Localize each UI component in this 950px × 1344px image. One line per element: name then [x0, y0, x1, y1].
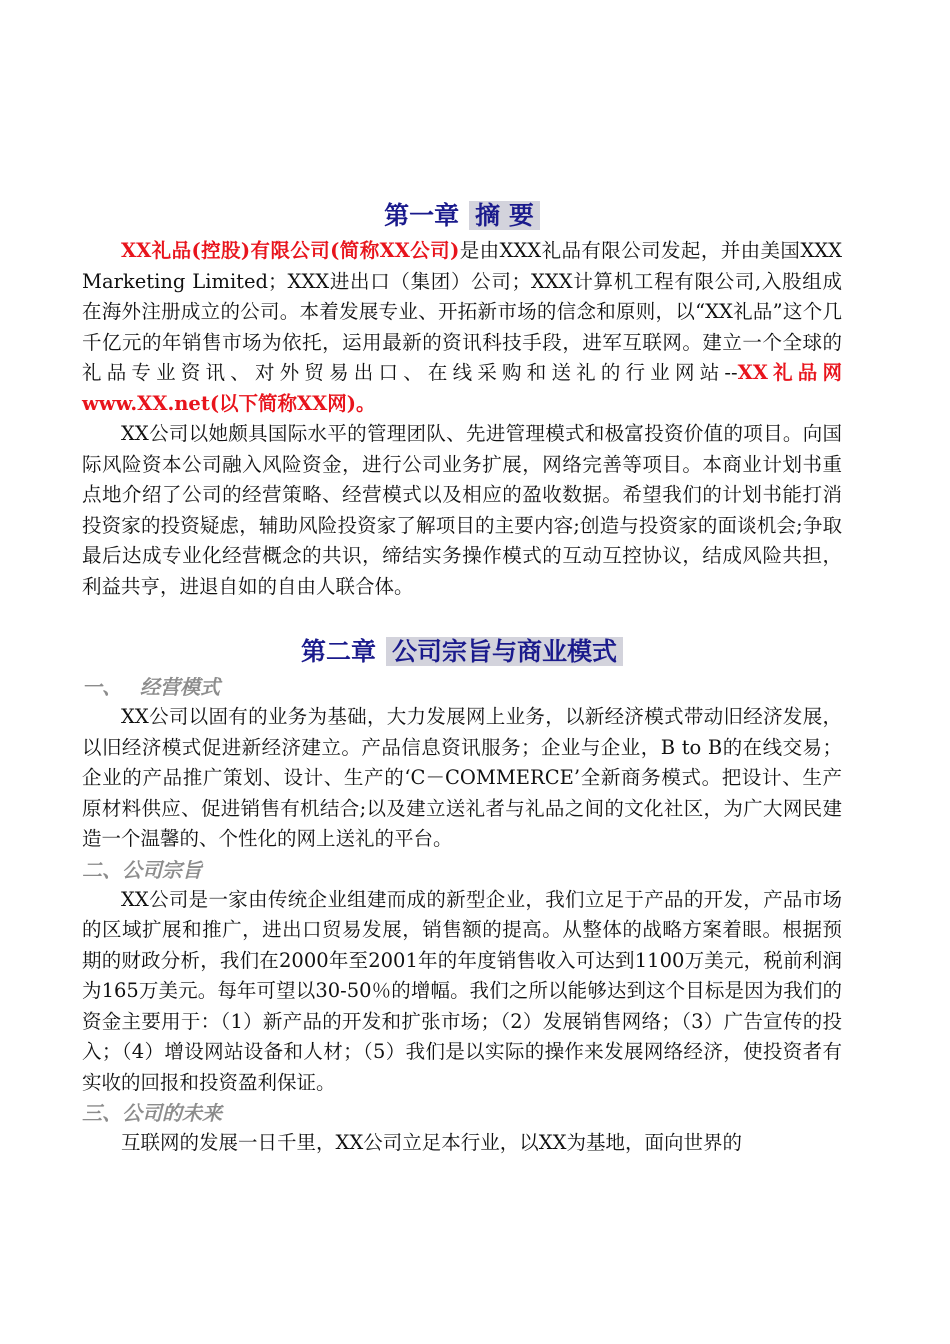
section-1-title: 经营模式	[140, 675, 220, 699]
chapter-2-heading	[82, 632, 842, 672]
chapter-1-title: 摘 要	[469, 201, 540, 230]
section-1-paragraph: XX公司以固有的业务为基础，大力发展网上业务，以新经济模式带动旧经济发展，以旧经济模式促进新经济建立。产品信息资讯服务；企业与企业，B to B的在线交易；企业的产品推广策划、设计、生产的‘C－COMMERCE’全新商务模式。把设计、生产原材料供应、促进销售有机结合;以及建立送礼者与礼品之间的文化社区，为广大网民建造一个温馨的、个性化的网上送礼的平台。	[82, 705, 842, 850]
spacer	[82, 602, 842, 632]
chapter-1-paragraph-2: XX公司以她颇具国际水平的管理团队、先进管理模式和极富投资价值的项目。向国际风险资本公司融入风险资金，进行公司业务扩展，网络完善等项目。本商业计划书重点地介绍了公司的经营策略、经营模式以及相应的盈收数据。希望我们的计划书能打消投资家的投资疑虑，辅助风险投资家了解项目的主要内容;创造与投资家的面谈机会;争取最后达成专业化经营概念的共识，缔结实务操作模式的互动互控协议，结成风险共担，利益共亨，进退自如的自由人联合体。	[82, 422, 842, 598]
section-3-paragraph: 互联网的发展一日千里，XX公司立足本行业，以XX为基地，面向世界的	[121, 1131, 743, 1154]
document-page	[82, 196, 842, 1159]
section-2-title: 公司宗旨	[122, 857, 202, 882]
section-3-heading	[82, 1098, 842, 1128]
paragraph-1-text: 是由XXX礼品有限公司发起，并由美国XXX Marketing Limited；XXX进出口（集团）公司；XXX计算机工程有限公司,入股组成在海外注册成立的公司。本着发展专业、开拓新市场的信念和原则，以“XX礼品”这个几千亿元的年销售市场为依托，运用最新的资讯科技手段，进军互联网。建立一个全球的礼品专业资讯、对外贸易出口、在线采购和送礼的行业网站--	[82, 239, 842, 384]
section-3-title: 公司的未来	[122, 1101, 222, 1125]
section-2-number: 二、	[82, 857, 122, 882]
chapter-1-heading	[82, 196, 842, 236]
chapter-1-paragraph-1	[82, 236, 842, 419]
section-3-number: 三、	[82, 1101, 122, 1125]
chapter-1-number: 第一章	[384, 201, 460, 230]
section-1-heading	[82, 672, 842, 702]
company-name-highlight: XX礼品(控股)有限公司(简称XX公司)	[121, 239, 460, 262]
section-2-heading	[82, 855, 842, 885]
section-1-number: 一、	[82, 675, 122, 699]
chapter-2-number: 第二章	[300, 637, 376, 666]
website-name-highlight: XX礼品网 www.XX.net(以下简称XX网)。	[82, 361, 842, 415]
chapter-2-title: 公司宗旨与商业模式	[386, 637, 623, 666]
section-2-paragraph: XX公司是一家由传统企业组建而成的新型企业，我们立足于产品的开发，产品市场的区域扩展和推广，进出口贸易发展，销售额的提高。从整体的战略方案着眼。根据预期的财政分析，我们在2000年至2001年的年度销售收入可达到1100万美元，税前利润为165万美元。每年可望以30-50％的增幅。我们之所以能够达到这个目标是因为我们的资金主要用于：（1）新产品的开发和扩张市场；（2）发展销售网络；（3）广告宣传的投入；（4）增设网站设备和人材；（5）我们是以实际的操作来发展网络经济，使投资者有实收的回报和投资盈利保证。	[82, 887, 842, 1094]
